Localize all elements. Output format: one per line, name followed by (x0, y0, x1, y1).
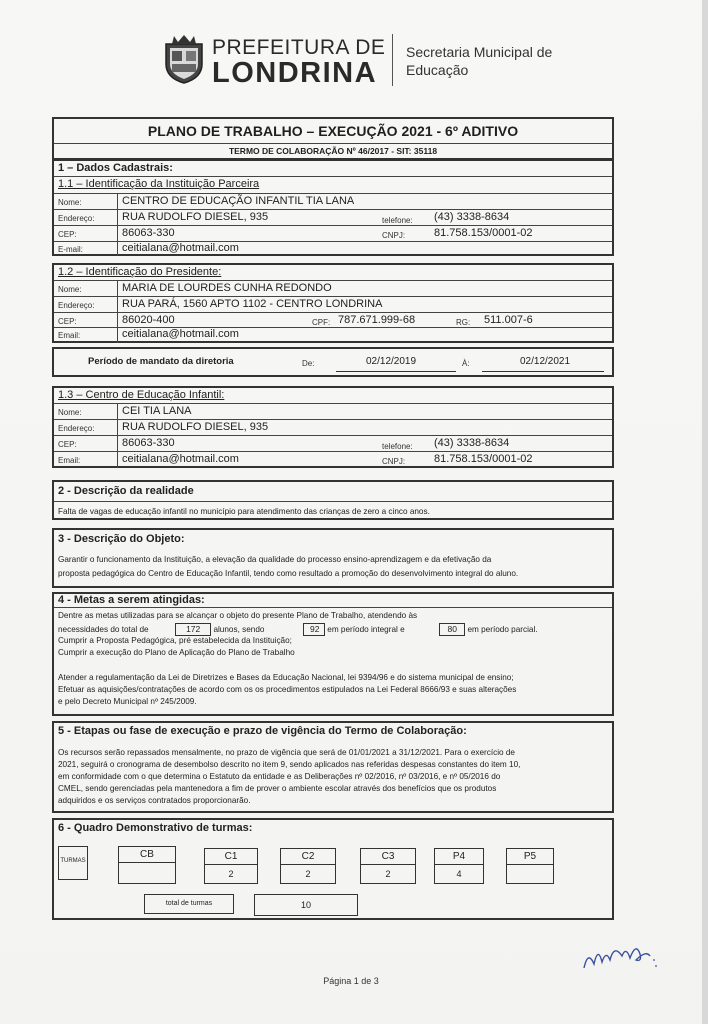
pres-email-label: Email: (58, 331, 81, 340)
section-5-line3: em conformidade com o que determina o Estatuto da entidade e as Deliberações nº 02/2016, nº 03/2016, e nº 05/2016 do (58, 772, 501, 781)
mandato-box (52, 347, 614, 377)
inst-endereco-label: Endereço: (58, 214, 95, 223)
cmei-endereco: RUA RUDOLFO DIESEL, 935 (122, 421, 269, 433)
inst-nome: CENTRO DE EDUCAÇÃO INFANTIL TIA LANA (122, 195, 355, 207)
turma-count: 2 (305, 869, 311, 879)
mandato-a: 02/12/2021 (520, 356, 571, 367)
integral-box: 92 (303, 623, 325, 636)
signature-scribble (580, 936, 660, 976)
cmei-cep: 86063-330 (122, 437, 175, 449)
section-1-2 (52, 263, 614, 343)
secretaria-line1: Secretaria Municipal de (406, 44, 553, 60)
turma-count (507, 866, 553, 883)
section-2-title: 2 - Descrição da realidade (58, 485, 194, 497)
crest-icon (160, 34, 208, 84)
section-1-title: 1 – Dados Cadastrais: (58, 162, 173, 174)
total-turmas-value-box (254, 894, 358, 916)
mandato-de: 02/12/2019 (366, 356, 417, 367)
inst-cnpj: 81.758.153/0001-02 (434, 227, 533, 239)
turma-cell (280, 848, 336, 884)
pres-rg: 511.007-6 (484, 314, 533, 326)
inst-nome-label: Nome: (58, 198, 82, 207)
needs-text-c: em período integral e (327, 625, 405, 634)
turma-cell (506, 848, 554, 884)
section-3 (52, 528, 614, 588)
section-6 (52, 818, 614, 920)
turmas-label-box (58, 846, 88, 880)
cmei-endereco-label: Endereço: (58, 424, 95, 433)
section-4-line7: e pelo Decreto Municipal nº 245/2009. (58, 697, 197, 706)
pres-rg-label: RG: (456, 318, 471, 327)
cmei-telefone: (43) 3338-8634 (434, 437, 510, 449)
turma-count: 2 (385, 869, 391, 879)
pres-nome: MARIA DE LOURDES CUNHA REDONDO (122, 282, 332, 294)
inst-endereco: RUA RUDOLFO DIESEL, 935 (122, 211, 269, 223)
total-alunos-box: 172 (175, 623, 211, 636)
turma-name: P4 (435, 849, 483, 865)
section-1-1 (52, 159, 614, 256)
section-1-3 (52, 386, 614, 468)
header-divider (392, 34, 393, 86)
turma-count (119, 866, 175, 883)
turmas-label: TURMAS (60, 858, 86, 864)
section-3-title: 3 - Descrição do Objeto: (58, 533, 185, 545)
pres-endereco: RUA PARÁ, 1560 APTO 1102 - CENTRO LONDRINA (122, 298, 383, 310)
parcial-box: 80 (439, 623, 465, 636)
cmei-telefone-label: telefone: (382, 442, 413, 451)
brand-top: PREFEITURA DE (212, 36, 386, 59)
turma-cell (360, 848, 416, 884)
section-3-line2: proposta pedagógica do Centro de Educação Infantil, tendo como resultado a promoção do desenvolvimento integral do aluno. (58, 569, 519, 578)
turma-count: 2 (228, 869, 234, 879)
needs-text-a: necessidades do total de (58, 625, 149, 634)
section-5-line4: CMEL, sendo gerenciadas pela mantenedora a fim de prover o ambiente escolar através dos benefícios que os produtos (58, 784, 497, 793)
inst-email: ceitialana@hotmail.com (122, 242, 239, 254)
section-5 (52, 721, 614, 813)
pres-cep: 86020-400 (122, 314, 175, 326)
inst-email-label: E-mail: (58, 245, 83, 254)
cmei-email: ceitialana@hotmail.com (122, 453, 239, 465)
page-edge (702, 0, 708, 1024)
pres-cpf-label: CPF: (312, 318, 331, 327)
inst-cep-label: CEP: (58, 230, 77, 239)
section-5-title: 5 - Etapas ou fase de execução e prazo de vigência do Termo de Colaboração: (58, 725, 467, 737)
cmei-cep-label: CEP: (58, 440, 77, 449)
mandato-a-label: À: (462, 359, 470, 368)
needs-text-d: em período parcial. (467, 625, 538, 634)
total-turmas-label: total de turmas (165, 900, 213, 907)
pres-nome-label: Nome: (58, 285, 82, 294)
section-2 (52, 480, 614, 520)
turma-name: CB (119, 847, 175, 863)
turma-cell (434, 848, 484, 884)
secretaria-line2: Educação (406, 62, 469, 78)
mandato-label: Período de mandato da diretoria (88, 356, 234, 367)
turma-count: 4 (456, 869, 462, 879)
cmei-nome-label: Nome: (58, 408, 82, 417)
section-2-text: Falta de vagas de educação infantil no município para atendimento das crianças de zero a cinco anos. (58, 507, 430, 516)
pres-cpf: 787.671.999-68 (338, 314, 416, 326)
letterhead (160, 30, 580, 90)
inst-cnpj-label: CNPJ: (382, 231, 406, 240)
cmei-cnpj-label: CNPJ: (382, 457, 406, 466)
section-4-line3: Cumprir a Proposta Pedagógica, pré estabelecida da Instituição; (58, 636, 292, 645)
needs-text-b: alunos, sendo (213, 625, 265, 634)
pres-endereco-label: Endereço: (58, 301, 95, 310)
section-5-line1: Os recursos serão repassados mensalmente, no prazo de vigência que será de 01/01/2021 a 31/12/2021. Para o exercício de (58, 748, 515, 757)
turma-cell (118, 846, 176, 884)
section-4 (52, 592, 614, 716)
form-title: PLANO DE TRABALHO – EXECUÇÃO 2021 - 6º ADITIVO (147, 123, 519, 139)
section-5-line5: adquiridos e os serviços contratados proporcionarão. (58, 796, 251, 805)
section-1-2-title: 1.2 – Identificação do Presidente: (58, 266, 222, 278)
turma-cell (204, 848, 258, 884)
section-3-line1: Garantir o funcionamento da Instituição, a elevação da qualidade do processo ensino-aprendizagem e da efetivação da (58, 555, 492, 564)
section-1-3-title: 1.3 – Centro de Educação Infantil: (58, 389, 225, 401)
cmei-nome: CEI TIA LANA (122, 405, 192, 417)
inst-telefone: (43) 3338-8634 (434, 211, 510, 223)
section-4-title: 4 - Metas a serem atingidas: (58, 594, 205, 606)
section-4-line4: Cumprir a execução do Plano de Aplicação do Plano de Trabalho (58, 648, 295, 657)
turma-name: C1 (205, 849, 257, 865)
section-4-line5: Atender a regulamentação da Lei de Diretrizes e Bases da Educação Nacional, lei 9394/96 e do sistema municipal de ensino; (58, 673, 514, 682)
turma-name: C2 (281, 849, 335, 865)
pres-email: ceitialana@hotmail.com (122, 328, 239, 340)
page-number: Página 1 de 3 (323, 976, 379, 986)
section-5-line2: 2021, seguirá o cronograma de desembolso descrito no item 9, sendo aplicados nas referidas despesas constantes do item 10, (58, 760, 521, 769)
form-subtitle: TERMO DE COLABORAÇÃO Nº 46/2017 - SIT: 35118 (228, 146, 438, 156)
cmei-email-label: Email: (58, 456, 81, 465)
cmei-cnpj: 81.758.153/0001-02 (434, 453, 533, 465)
inst-cep: 86063-330 (122, 227, 175, 239)
section-4-line6: Efetuar as aquisições/contratações de acordo com os os procedimentos estipulados na Lei Federal 8666/93 e suas alterações (58, 685, 517, 694)
turma-name: C3 (361, 849, 415, 865)
turma-name: P5 (507, 849, 553, 865)
section-1-1-title: 1.1 – Identificação da Instituição Parceira (58, 178, 260, 190)
brand-name: LONDRINA (212, 57, 378, 89)
pres-cep-label: CEP: (58, 317, 77, 326)
form-title-box (52, 117, 614, 160)
mandato-de-label: De: (302, 359, 315, 368)
section-4-line1: Dentre as metas utilizadas para se alcançar o objeto do presente Plano de Trabalho, atendendo às (58, 611, 418, 620)
inst-telefone-label: telefone: (382, 216, 413, 225)
total-turmas-label-box (144, 894, 234, 914)
total-turmas-value: 10 (300, 900, 311, 910)
section-6-title: 6 - Quadro Demonstrativo de turmas: (58, 822, 253, 834)
